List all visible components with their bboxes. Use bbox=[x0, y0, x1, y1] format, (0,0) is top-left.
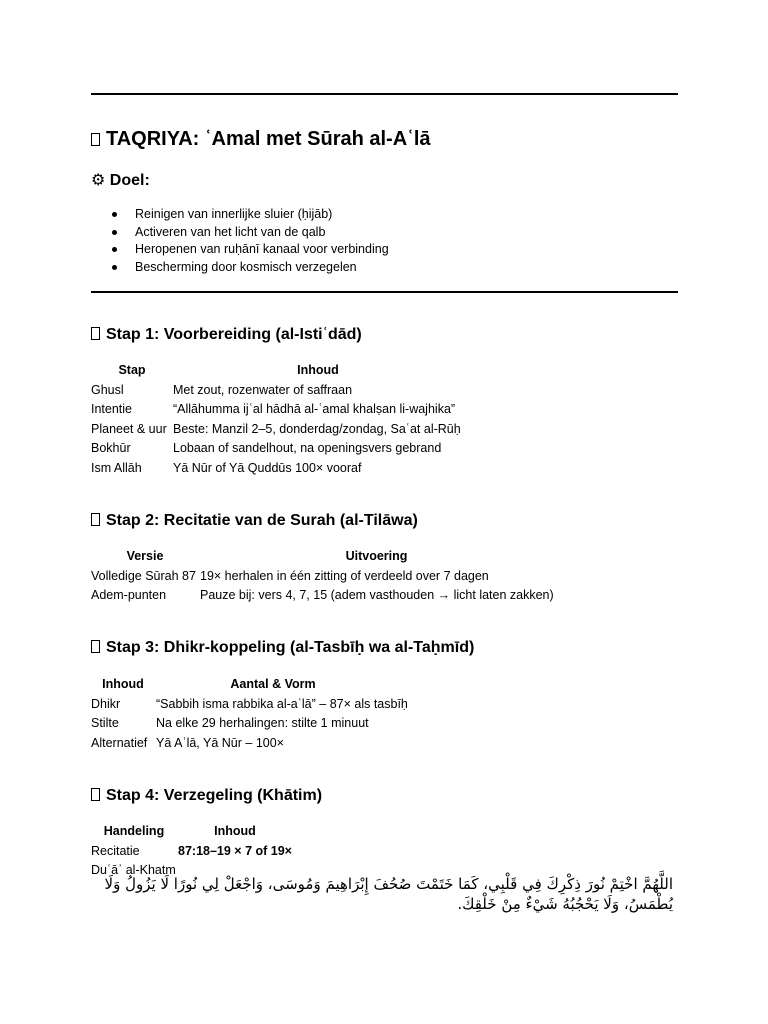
step3-heading: Stap 3: Dhikr-koppeling (al-Tasbīḥ wa al-Taḥmīd) bbox=[91, 639, 474, 657]
goal-item: Reinigen van innerlijke sluier (ḥijāb) bbox=[110, 206, 389, 224]
step2-heading: Stap 2: Recitatie van de Surah (al-Tilāwa) bbox=[91, 512, 418, 530]
section-divider bbox=[91, 291, 678, 293]
column-header: Handeling bbox=[103, 824, 165, 838]
goal-item: Heropenen van ruḥānī kanaal voor verbinding bbox=[110, 241, 389, 259]
goal-heading bbox=[91, 170, 150, 190]
column-header: Inhoud bbox=[214, 824, 256, 838]
page-title-text: TAQRIYA: ʿAmal met Sūrah al-Aʿlā bbox=[106, 128, 431, 150]
goal-list bbox=[110, 206, 389, 276]
missing-glyph-icon bbox=[91, 133, 100, 146]
goal-item: Bescherming door kosmisch verzegelen bbox=[110, 259, 389, 277]
missing-glyph-icon bbox=[91, 788, 100, 801]
missing-glyph-icon bbox=[91, 640, 100, 653]
step4-heading: Stap 4: Verzegeling (Khātim) bbox=[91, 787, 322, 805]
goal-item: Activeren van het licht van de qalb bbox=[110, 224, 389, 242]
column-header: Stap bbox=[118, 363, 146, 377]
column-header: Uitvoering bbox=[345, 549, 408, 563]
document-page: TAQRIYA: ʿAmal met Sūrah al-Aʿlā ⚙ Doel: Reinigen van innerlijke sluier (ḥijāb) Activeren van het licht van de qalb Heropenen van ruḥānī kanaal voor verbinding Bescherming door kosmisch verzegelen Stap 1: Voorbereiding (al-Istiʿdād) Stap Inhoud Ghusl Met zout, rozenwater of saffraan Intentie “Allāhumma ijʿal hādhā al-ʿamal khalṣan li-wajhika” Planeet & uur Beste: Manzil 2–5, donderdag/zondag, Saʿat al-Rūḥ Bokhūr Lobaan of sandelhout, na openingsvers gebrand Ism Allāh Yā Nūr of Yā Quddūs 100× vooraf Stap 2: Recitatie van de Surah (al-Tilāwa) Versie Uitvoering Volledige Sūrah 87 19× herhalen in één zitting of verdeeld over 7 dagen Adem-punten Pauze bij: vers 4, 7, 15 (adem vasthouden → licht laten zakken) Stap 3: Dhikr-koppeling (al-Tasbīḥ wa al-Taḥmīd) Inhoud Aantal & Vorm Dhikr “Sabbih isma rabbika al-aʿlā” – 87× als tasbīḥ Stilte Na elke 29 herhalingen: stilte 1 minuut Alternatief Yā Aʿlā, Yā Nūr – 100× Stap 4: Verzegeling (Khātim) Handeling Inhoud Recitatie 87:18–19 × 7 of 19× Duʿāʾ al-Khatm اللَّهُمَّ اخْتِمْ نُورَ ذِكْرِكَ فِي قَلْبِي، كَمَا خَتَمْتَ صُحُفَ إِبْرَاهِيمَ وَمُوسَى، وَاجْعَلْ لِي نُورًا لَا يَزُولُ وَلَا يُطْمَسُ، وَلَا يَحْجُبُهُ شَيْءٌ مِنْ خَلْقِكَ. bbox=[0, 0, 768, 1024]
column-header: Inhoud bbox=[297, 363, 339, 377]
missing-glyph-icon bbox=[91, 513, 100, 526]
column-header: Aantal & Vorm bbox=[230, 677, 316, 691]
goal-heading-text: Doel: bbox=[109, 172, 150, 189]
column-header: Inhoud bbox=[102, 677, 144, 691]
step1-heading: Stap 1: Voorbereiding (al-Istiʿdād) bbox=[91, 326, 362, 344]
missing-glyph-icon bbox=[91, 327, 100, 340]
closing-dua-text: اللَّهُمَّ اخْتِمْ نُورَ ذِكْرِكَ فِي قَلْبِي، كَمَا خَتَمْتَ صُحُفَ إِبْرَاهِيمَ وَمُوسَى، وَاجْعَلْ لِي نُورًا لَا يَزُولُ وَلَا يُطْمَسُ، وَلَا يَحْجُبُهُ شَيْءٌ مِنْ خَلْقِكَ. bbox=[104, 875, 673, 913]
gear-icon: ⚙ bbox=[91, 172, 106, 189]
page-title bbox=[91, 128, 431, 151]
top-divider bbox=[91, 93, 678, 95]
column-header: Versie bbox=[126, 549, 164, 563]
